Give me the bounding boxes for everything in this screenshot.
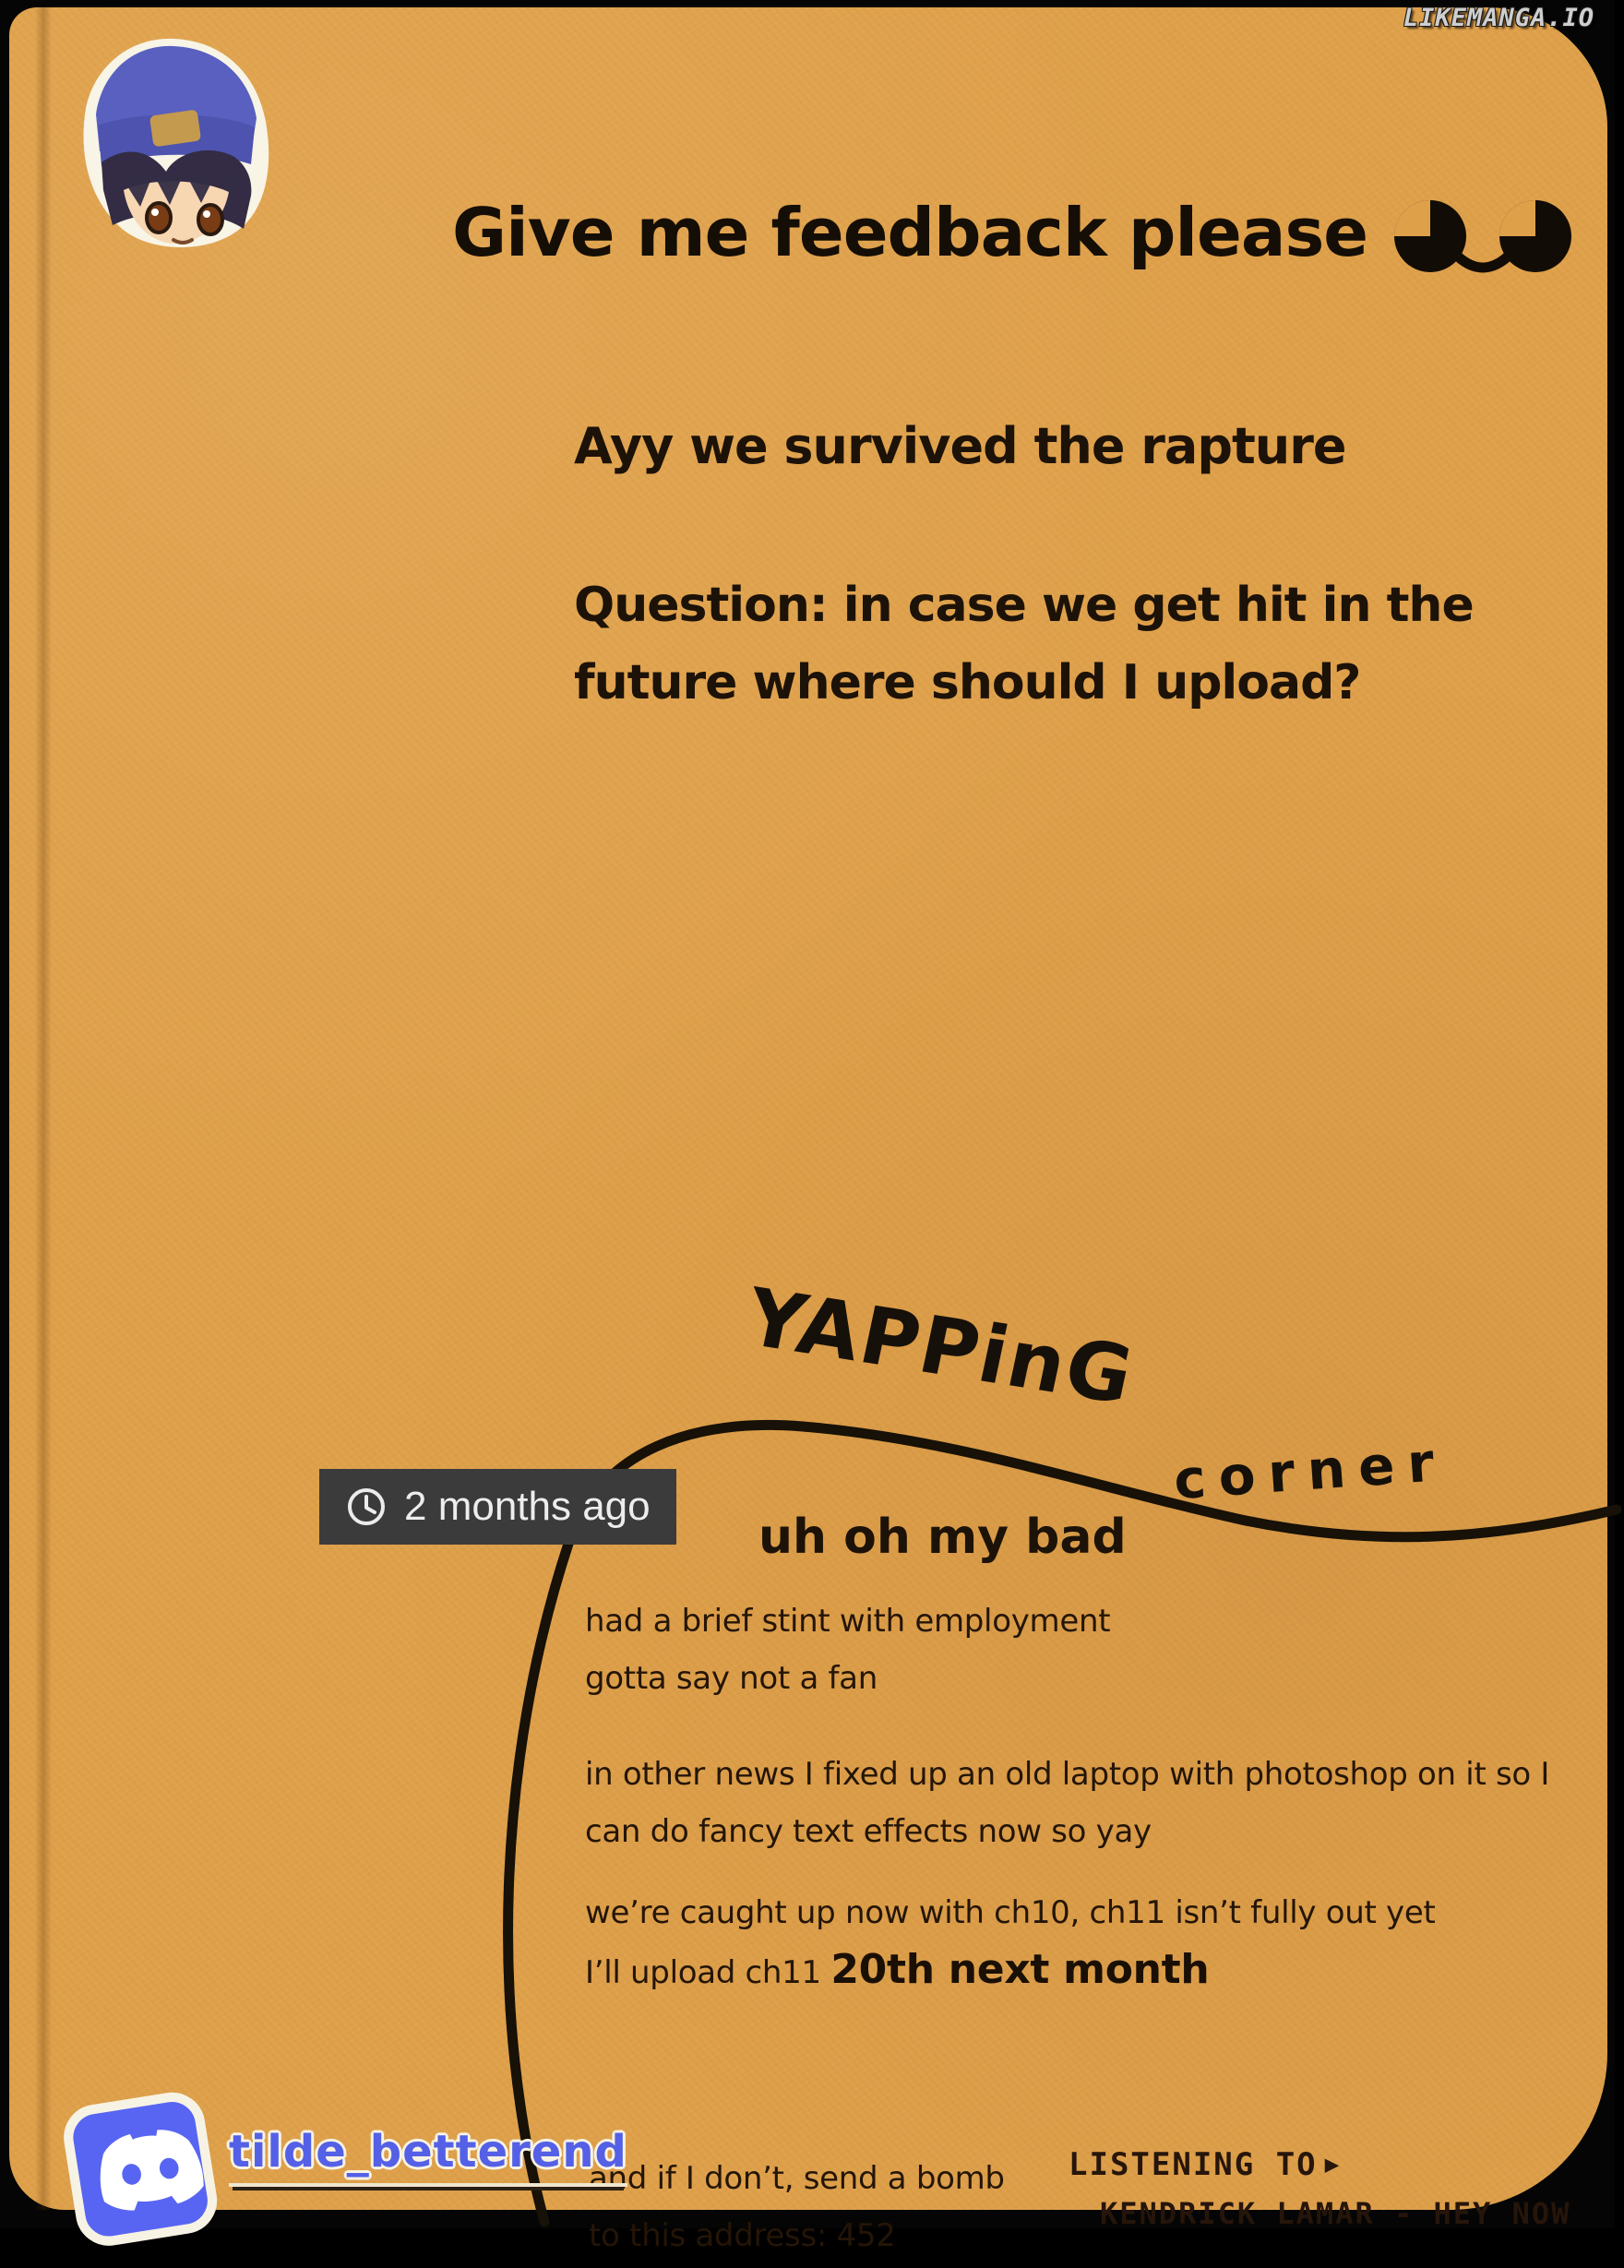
- site-watermark: LIKEMANGA.IO: [1403, 4, 1594, 32]
- discord-username-link[interactable]: tilde_betterend: [229, 2126, 627, 2187]
- now-playing-track: KENDRICK LAMAR - HEY NOW: [1100, 2196, 1571, 2231]
- note-paragraph-2: [585, 1746, 1549, 1860]
- play-icon: ▶: [1324, 2151, 1342, 2178]
- question-line-2: future where should I upload?: [574, 655, 1361, 710]
- note-p4-line2: to this address: 452: [589, 2217, 896, 2254]
- announcement-line: Ayy we survived the rapture: [574, 417, 1346, 475]
- note-p3-line2-prefix: I’ll upload ch11: [585, 1954, 831, 1991]
- question-line-1: Question: in case we get hit in the: [574, 578, 1474, 633]
- timestamp-label: 2 months ago: [404, 1484, 651, 1529]
- note-paragraph-3: [585, 1884, 1435, 2001]
- discord-icon: [57, 2085, 228, 2260]
- page-title: Give me feedback please: [452, 194, 1368, 271]
- timestamp-badge: [319, 1469, 676, 1545]
- note-p2-line2: can do fancy text effects now so yay: [585, 1813, 1152, 1850]
- note-p1-line1: had a brief stint with employment: [585, 1603, 1111, 1640]
- note-p3-line1: we’re caught up now with ch10, ch11 isn’t fully out yet: [585, 1894, 1436, 1931]
- listening-to-label: [1069, 2146, 1341, 2183]
- announcement-question: [574, 567, 1474, 722]
- corner-word: corner: [1171, 1429, 1450, 1512]
- upload-date-emphasis: 20th next month: [830, 1946, 1210, 1993]
- note-greeting: uh oh my bad: [758, 1510, 1127, 1565]
- listening-text: LISTENING TO: [1069, 2146, 1318, 2183]
- yapping-word: YAPPinG: [738, 1271, 1142, 1423]
- wide-eyes-smile-emoji: [1388, 185, 1578, 281]
- note-p2-line1: in other news I fixed up an old laptop with photoshop on it so I: [585, 1756, 1550, 1793]
- note-paragraph-4: [589, 2150, 1005, 2264]
- page-title-row: [452, 185, 1578, 281]
- notebook-page: [9, 7, 1607, 2254]
- page-spine-crease: [35, 7, 52, 2210]
- note-paragraph-1: [585, 1593, 1110, 1707]
- note-p4-line1: and if I don’t, send a bomb: [589, 2160, 1005, 2197]
- clock-icon: [345, 1486, 388, 1528]
- note-p3-line2: [585, 1941, 1435, 2001]
- note-p1-line2: gotta say not a fan: [585, 1660, 878, 1697]
- author-avatar: [63, 33, 284, 258]
